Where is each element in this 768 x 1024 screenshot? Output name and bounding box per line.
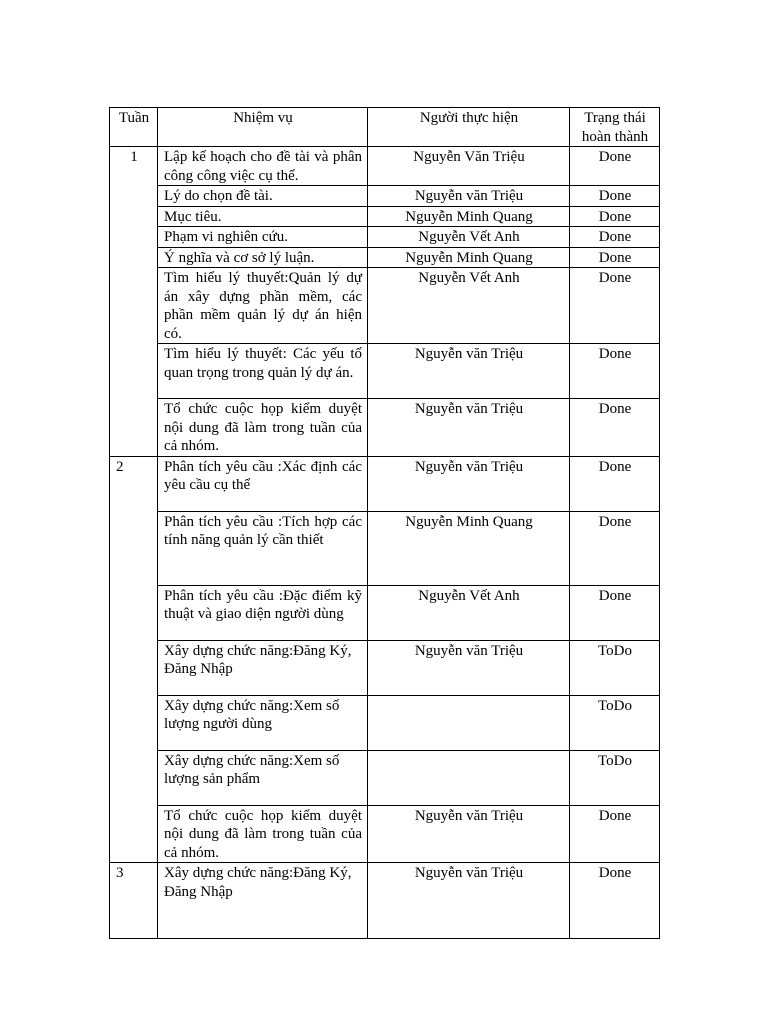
person-cell: Nguyễn Vết Anh [368,227,570,248]
status-cell: Done [570,206,660,227]
status-cell: ToDo [570,695,660,750]
person-cell: Nguyễn Văn Triệu [368,147,570,186]
header-person: Người thực hiện [368,108,570,147]
status-cell: Done [570,805,660,863]
task-cell: Xây dựng chức năng:Xem số lượng sản phẩm [158,750,368,805]
header-task: Nhiệm vụ [158,108,368,147]
status-cell: Done [570,227,660,248]
status-cell: Done [570,585,660,640]
status-cell: Done [570,399,660,457]
status-cell: Done [570,268,660,344]
person-cell: Nguyễn Minh Quang [368,206,570,227]
status-cell: Done [570,186,660,207]
table-row [110,344,660,399]
person-cell: Nguyễn văn Triệu [368,456,570,511]
person-cell: Nguyễn văn Triệu [368,805,570,863]
task-cell: Phân tích yêu cầu :Đặc điểm kỹ thuật và giao diện người dùng [158,585,368,640]
table-row [110,863,660,939]
status-cell: ToDo [570,640,660,695]
week-cell: 3 [110,863,158,939]
task-cell: Lập kế hoạch cho đề tài và phân công công việc cụ thể. [158,147,368,186]
person-cell: Nguyễn Vết Anh [368,585,570,640]
person-cell [368,750,570,805]
person-cell: Nguyễn văn Triệu [368,186,570,207]
status-cell: ToDo [570,750,660,805]
task-cell: Lý do chọn đề tài. [158,186,368,207]
table-row [110,585,660,640]
table-row [110,695,660,750]
task-table [109,107,660,939]
table-row [110,511,660,585]
task-cell: Tổ chức cuộc họp kiểm duyệt nội dung đã làm trong tuần của cả nhóm. [158,805,368,863]
person-cell: Nguyễn văn Triệu [368,344,570,399]
week-cell: 1 [110,147,158,457]
table-row [110,186,660,207]
table-row [110,247,660,268]
status-cell: Done [570,511,660,585]
table-row [110,268,660,344]
table-row [110,805,660,863]
table-row [110,147,660,186]
task-cell: Tổ chức cuộc họp kiểm duyệt nội dung đã làm trong tuần của cả nhóm. [158,399,368,457]
header-status: Trạng thái hoàn thành [570,108,660,147]
task-cell: Xây dựng chức năng:Đăng Ký, Đăng Nhập [158,640,368,695]
task-cell: Ý nghĩa và cơ sở lý luận. [158,247,368,268]
person-cell: Nguyễn Minh Quang [368,247,570,268]
status-cell: Done [570,863,660,939]
status-cell: Done [570,247,660,268]
task-cell: Tìm hiểu lý thuyết:Quản lý dự án xây dựng phần mềm, các phần mềm quản lý dự án hiện có. [158,268,368,344]
task-cell: Phạm vi nghiên cứu. [158,227,368,248]
table-row [110,399,660,457]
header-week: Tuần [110,108,158,147]
person-cell: Nguyễn Vết Anh [368,268,570,344]
task-cell: Phân tích yêu cầu :Tích hợp các tính năng quản lý cần thiết [158,511,368,585]
table-row [110,206,660,227]
person-cell: Nguyễn văn Triệu [368,399,570,457]
task-cell: Mục tiêu. [158,206,368,227]
status-cell: Done [570,456,660,511]
header-row [110,108,660,147]
table-row [110,227,660,248]
table-row [110,640,660,695]
task-cell: Xây dựng chức năng:Đăng Ký, Đăng Nhập [158,863,368,939]
person-cell [368,695,570,750]
person-cell: Nguyễn Minh Quang [368,511,570,585]
table-row [110,456,660,511]
status-cell: Done [570,147,660,186]
table-row [110,750,660,805]
person-cell: Nguyễn văn Triệu [368,863,570,939]
task-cell: Phân tích yêu cầu :Xác định các yêu cầu cụ thể [158,456,368,511]
person-cell: Nguyễn văn Triệu [368,640,570,695]
status-cell: Done [570,344,660,399]
task-cell: Tìm hiểu lý thuyết: Các yếu tố quan trọng trong quản lý dự án. [158,344,368,399]
week-cell: 2 [110,456,158,863]
task-cell: Xây dựng chức năng:Xem số lượng người dùng [158,695,368,750]
